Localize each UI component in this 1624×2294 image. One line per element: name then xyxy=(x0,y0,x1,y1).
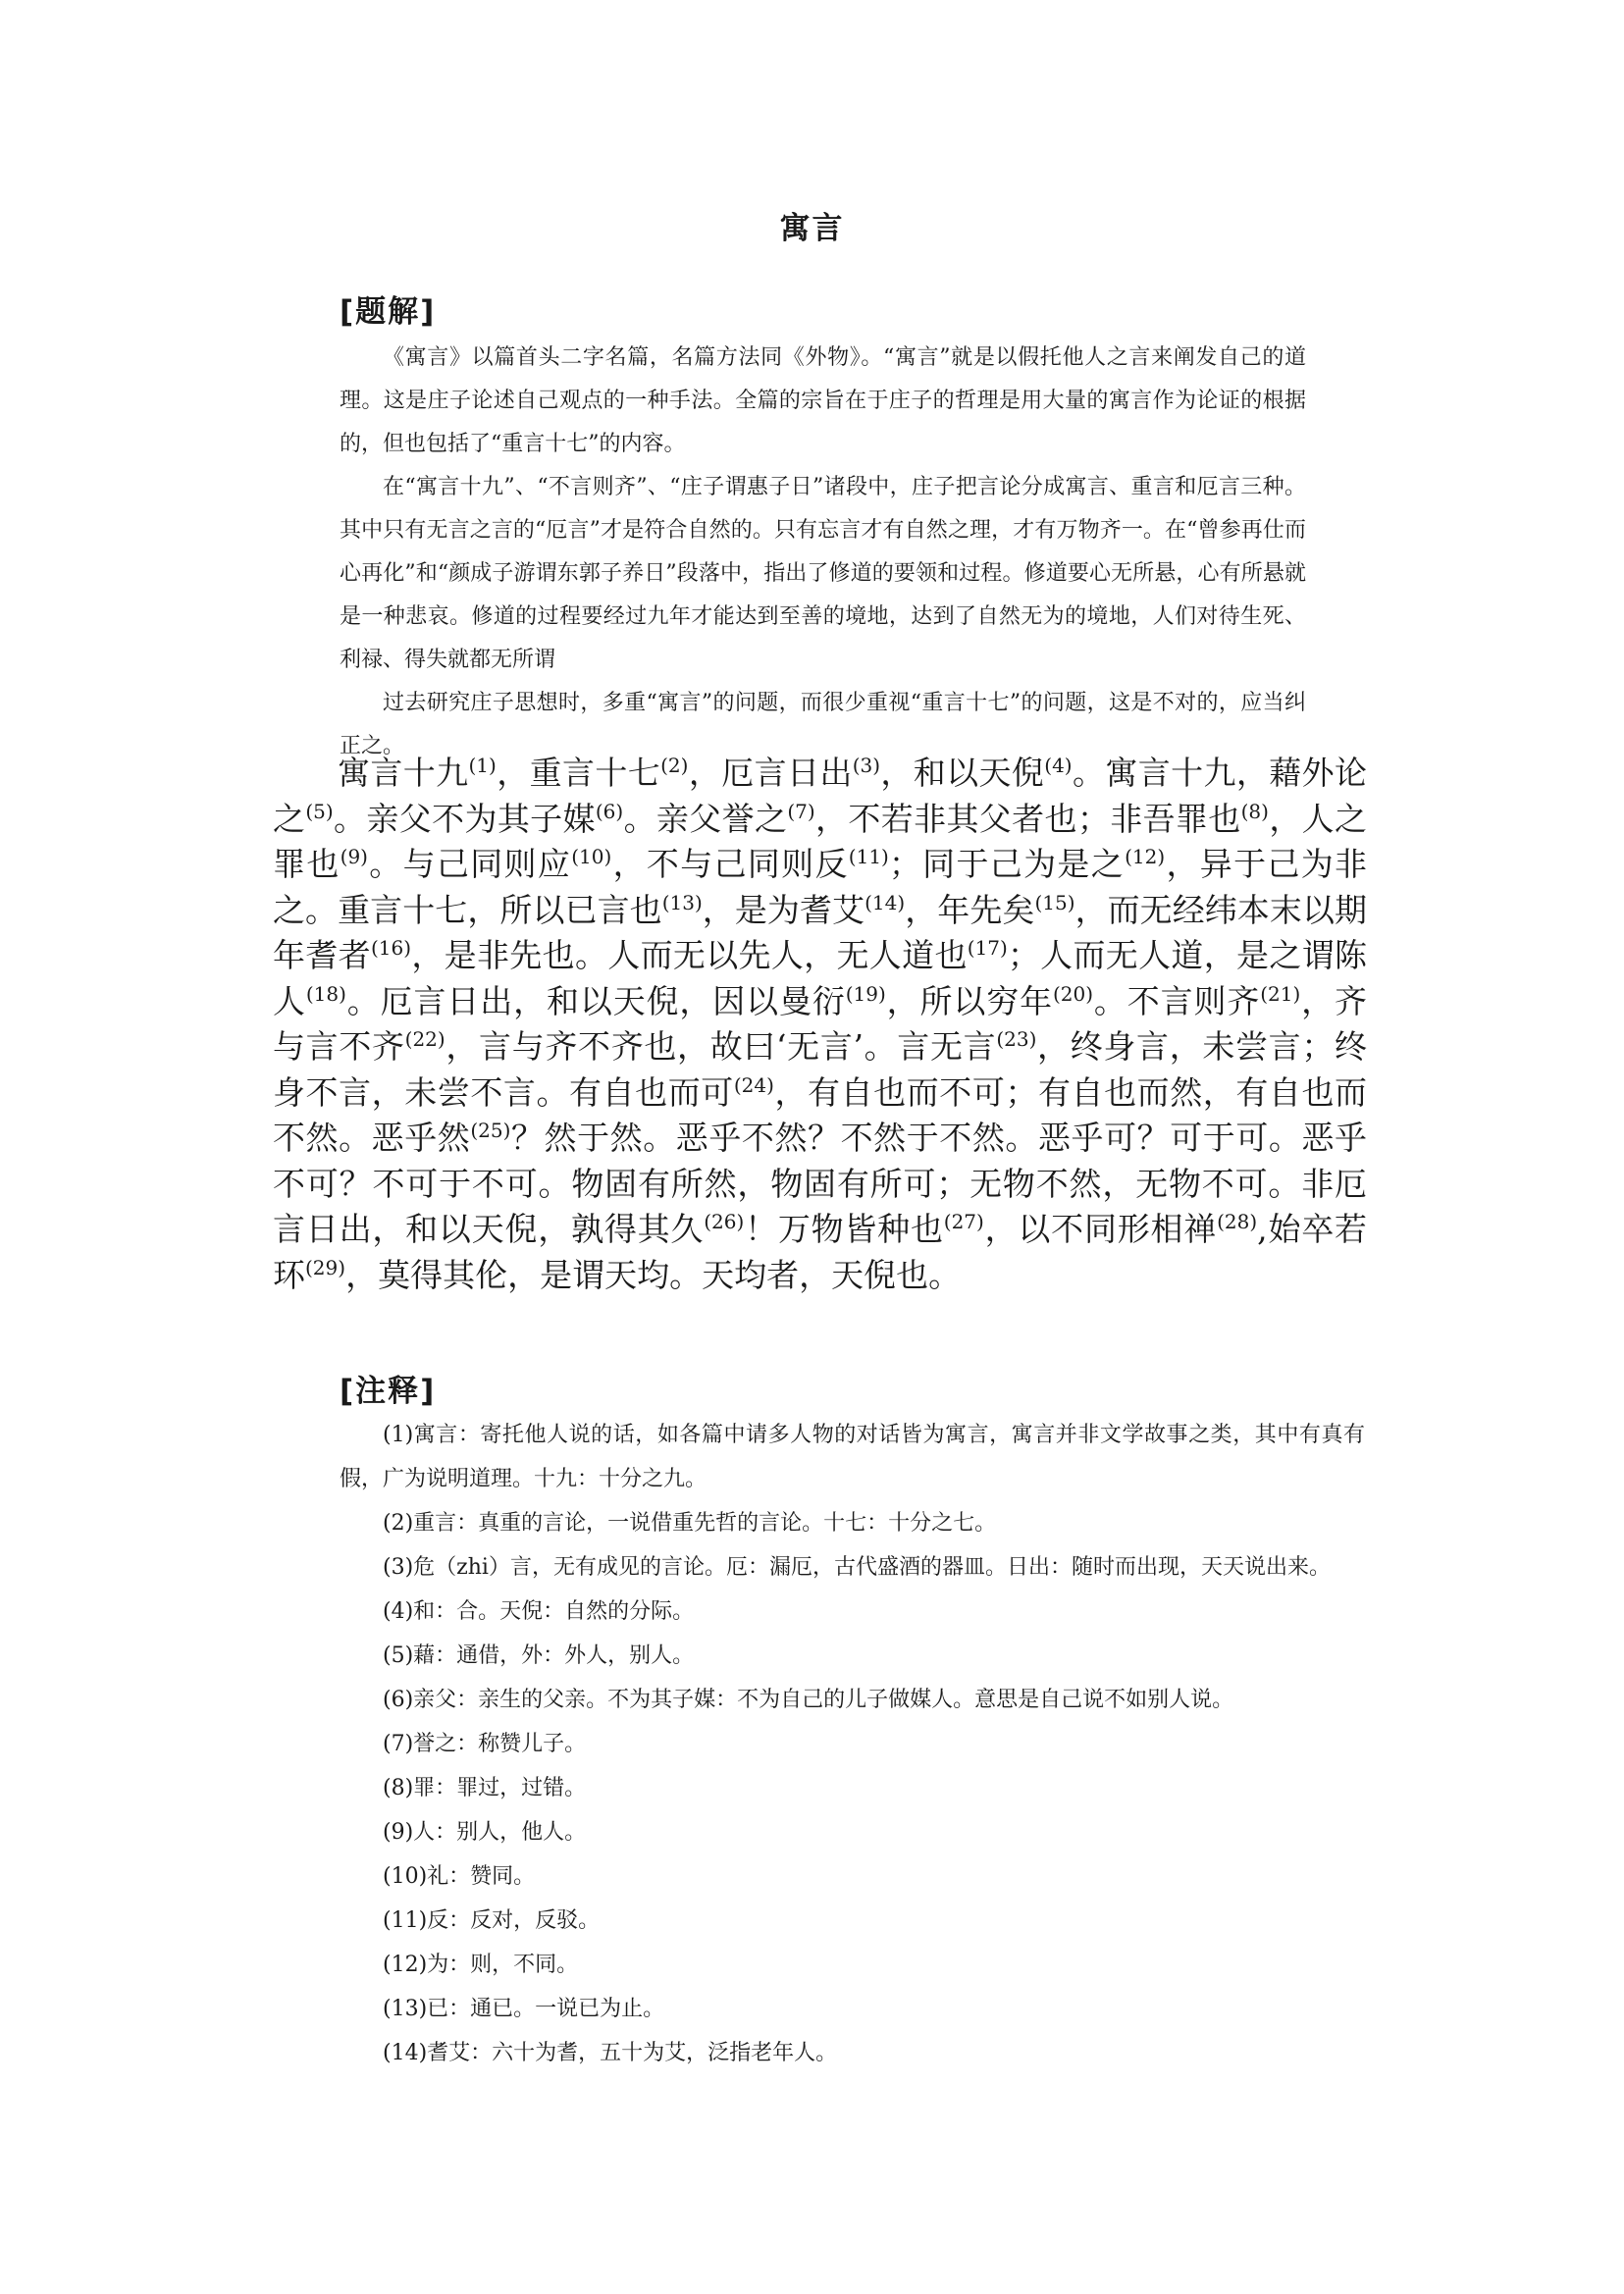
note-item: (2)重言：真重的言论，一说借重先哲的言论。十七：十分之七。 xyxy=(383,1511,997,1536)
footnote-marker: (2) xyxy=(660,754,689,777)
footnote-marker: (1) xyxy=(468,754,497,777)
intro-paragraph: 在“寓言十九”、“不言则齐”、“庄子谓惠子日”诸段中，庄子把言论分成寓言、重言和厄言三种。其中只有无言之言的“厄言”才是符合自然的。只有忘言才有自然之理，才有万物齐一。在“曾参再仕而心再化”和“颜成子游谓东郭子养日”段落中，指出了修道的要领和过程。修道要心无所悬，心有所悬就是一种悲哀。修道的过程要经过九年才能达到至善的境地，达到了自然无为的境地，人们对待生死、利禄、得失就都无所谓 xyxy=(340,475,1306,672)
footnote-marker: (19) xyxy=(845,981,886,1006)
footnote-marker: (16) xyxy=(370,936,412,960)
main-text-segment: ，是为耆艾 xyxy=(702,890,865,929)
main-text-segment: ，人之罪也 xyxy=(273,799,1368,883)
footnote-marker: (23) xyxy=(996,1027,1037,1051)
main-text-segment: ，厄言日出 xyxy=(688,754,853,792)
main-text-segment: 。与己同则应 xyxy=(367,845,572,883)
note-item: (14)耆艾：六十为耆，五十为艾，泛指老年人。 xyxy=(383,2041,838,2065)
main-text-segment: 寓言十九 xyxy=(338,754,469,792)
main-text-segment: ，所以穷年 xyxy=(885,981,1053,1020)
main-text-segment: ？然于然。恶乎不然？不然于不然。恶乎可？可于可。恶乎不可？不可于不可。物固有所然，物固有所可；无物不然，无物不可。非厄言日出，和以天倪，孰得其久 xyxy=(273,1119,1368,1248)
footnote-marker: (15) xyxy=(1034,890,1075,914)
main-text-segment: 。寓言十九，藉外论之 xyxy=(273,754,1367,838)
main-text-segment: ，不若非其父者也；非吾罪也 xyxy=(814,799,1241,838)
main-text-segment: ，而无经纬本末以期年耆者 xyxy=(273,890,1368,974)
note-item: (3)危（zhi）言，无有成见的言论。厄：漏厄，古代盛酒的器皿。日出：随时而出现，天天说出来。 xyxy=(383,1555,1331,1580)
main-text-segment: ，是非先也。人而无以先人，无人道也 xyxy=(411,936,968,974)
intro-paragraph: 过去研究庄子思想时，多重“寓言”的问题，而很少重视“重言十七”的问题，这是不对的，应当纠正之。 xyxy=(340,691,1306,758)
main-text-segment: ，言与齐不齐也，故曰‘无言’。言无言 xyxy=(445,1027,997,1066)
footnote-marker: (10) xyxy=(571,845,612,868)
footnote-marker: (3) xyxy=(852,754,881,777)
main-text-segment: ！万物皆种也 xyxy=(744,1210,944,1248)
footnote-marker: (14) xyxy=(864,890,906,914)
main-text-segment: ，不与己同则反 xyxy=(611,845,849,883)
main-text-segment: 。亲父誉之 xyxy=(623,799,788,838)
note-item: (11)反：反对，反驳。 xyxy=(383,1908,601,1933)
intro-paragraph: 《寓言》以篇首头二字名篇，名篇方法同《外物》。“寓言”就是以假托他人之言来阐发自己的道理。这是庄子论述自己观点的一种手法。全篇的宗旨在于庄子的哲理是用大量的寓言作为论证的根据的，但也包括了“重言十七”的内容。 xyxy=(340,345,1306,456)
note-item: (4)和：合。天倪：自然的分际。 xyxy=(383,1599,695,1624)
main-text-segment: ，年先矣 xyxy=(905,890,1035,929)
main-text-segment: ，和以天倪 xyxy=(880,754,1045,792)
main-text-segment: ，重言十七 xyxy=(496,754,661,792)
note-item: (13)已：通已。一说已为止。 xyxy=(383,1997,665,2021)
main-text-segment: 。亲父不为其子媒 xyxy=(333,799,596,838)
main-text-segment: ，齐与言不齐 xyxy=(273,981,1368,1066)
main-text xyxy=(273,751,1367,1298)
main-text-segment: 。不言则齐 xyxy=(1093,981,1261,1020)
main-text-segment: ，终身言，未尝言；终身不言，未尝不言。有自也而可 xyxy=(273,1027,1368,1112)
footnote-marker: (21) xyxy=(1260,981,1301,1006)
note-item: (7)誉之：称赞儿子。 xyxy=(383,1732,587,1756)
footnote-marker: (12) xyxy=(1125,845,1166,868)
main-text-segment: 。厄言日出，和以天倪，因以曼衍 xyxy=(345,981,846,1020)
note-item: (1)寓言：寄托他人说的话，如各篇中请多人物的对话皆为寓言，寓言并非文学故事之类，其中有真有假，广为说明道理。十九：十分之九。 xyxy=(340,1423,1365,1491)
footnote-marker: (28) xyxy=(1217,1210,1258,1233)
note-item: (12)为：则，不同。 xyxy=(383,1953,579,1977)
footnote-marker: (9) xyxy=(340,845,368,868)
note-item: (9)人：别人，他人。 xyxy=(383,1820,587,1845)
footnote-marker: (17) xyxy=(967,936,1008,960)
footnote-marker: (6) xyxy=(595,799,624,823)
note-item: (10)礼：赞同。 xyxy=(383,1864,536,1889)
note-item: (8)罪：罪过，过错。 xyxy=(383,1776,587,1800)
notes-list xyxy=(340,1413,1365,2075)
footnote-marker: (18) xyxy=(305,981,346,1006)
main-text-segment: ，有自也而不可；有自也而然，有自也而不然。恶乎然 xyxy=(273,1072,1368,1157)
main-text-segment: ,始卒若环 xyxy=(273,1210,1368,1294)
notes-heading: [注释] xyxy=(340,1374,437,1409)
footnote-marker: (7) xyxy=(787,799,815,823)
intro-heading: [题解] xyxy=(340,294,437,330)
main-text-segment: ，异于己为非之。重言十七，所以已言也 xyxy=(273,845,1368,929)
footnote-marker: (29) xyxy=(305,1255,346,1279)
footnote-marker: (4) xyxy=(1044,754,1073,777)
main-text-segment: ；同于己为是之 xyxy=(888,845,1126,883)
main-text-segment: ，莫得其伦，是谓天均。天均者，天倪也。 xyxy=(345,1255,962,1294)
page-title: 寓言 xyxy=(779,211,845,246)
footnote-marker: (5) xyxy=(305,799,334,823)
footnote-marker: (25) xyxy=(470,1119,511,1142)
footnote-marker: (26) xyxy=(704,1210,745,1233)
note-item: (5)藉：通借，外：外人，别人。 xyxy=(383,1643,695,1668)
footnote-marker: (24) xyxy=(733,1072,774,1097)
footnote-marker: (22) xyxy=(404,1027,445,1051)
footnote-marker: (20) xyxy=(1053,981,1094,1006)
main-text-segment: ，以不同形相禅 xyxy=(983,1210,1218,1248)
footnote-marker: (11) xyxy=(848,845,889,868)
footnote-marker: (27) xyxy=(943,1210,984,1233)
main-text-segment: ；人而无人道，是之谓陈人 xyxy=(273,936,1368,1020)
note-item: (6)亲父：亲生的父亲。不为其子媒：不为自己的儿子做媒人。意思是自己说不如别人说。 xyxy=(383,1688,1234,1712)
intro-section xyxy=(340,337,1306,768)
footnote-marker: (8) xyxy=(1240,799,1269,823)
footnote-marker: (13) xyxy=(661,890,703,914)
